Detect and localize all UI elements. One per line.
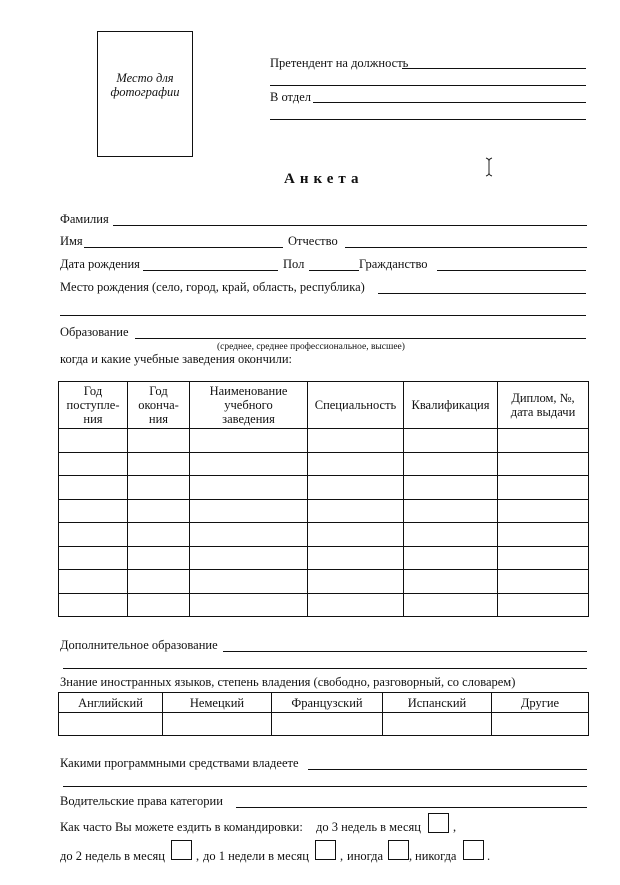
languages-table-row <box>59 713 589 736</box>
institution-cell[interactable] <box>190 570 308 594</box>
german-level-cell[interactable] <box>163 713 272 736</box>
specialty-cell[interactable] <box>308 523 404 547</box>
department-field[interactable] <box>313 102 586 103</box>
applicant-label: Претендент на должность <box>270 56 409 70</box>
department-label: В отдел <box>270 90 311 104</box>
qualification-cell[interactable] <box>404 523 498 547</box>
languages-table <box>58 692 589 736</box>
col-header-other: Другие <box>492 693 589 713</box>
languages-table-header <box>59 693 589 713</box>
qualification-cell[interactable] <box>404 593 498 617</box>
col-header-start-year: Год поступле- ния <box>59 382 128 429</box>
patronymic-field[interactable] <box>345 247 587 248</box>
institution-cell[interactable] <box>190 452 308 476</box>
comma-separator: , <box>453 820 457 834</box>
patronymic-label: Отчество <box>288 234 338 248</box>
citizenship-field[interactable] <box>437 270 586 271</box>
surname-field[interactable] <box>113 225 587 226</box>
applicant-field[interactable] <box>402 68 586 69</box>
checkbox-never[interactable] <box>463 840 484 860</box>
col-header-diploma: Диплом, №, дата выдачи <box>498 382 589 429</box>
other-level-cell[interactable] <box>492 713 589 736</box>
specialty-cell[interactable] <box>308 476 404 500</box>
photo-placeholder <box>97 31 193 157</box>
col-header-french: Французский <box>272 693 383 713</box>
end-year-cell[interactable] <box>128 476 190 500</box>
education-table <box>58 381 589 617</box>
department-field-line2[interactable] <box>270 119 586 120</box>
col-header-specialty: Специальность <box>308 382 404 429</box>
education-table-row <box>59 570 589 594</box>
additional-education-field[interactable] <box>223 651 587 652</box>
option-label-never: никогда <box>415 849 457 863</box>
option-label-2-weeks: до 2 недель в месяц <box>60 849 165 863</box>
end-year-cell[interactable] <box>128 429 190 453</box>
diploma-cell[interactable] <box>498 476 589 500</box>
education-table-row <box>59 593 589 617</box>
birth-date-label: Дата рождения <box>60 257 140 271</box>
institution-cell[interactable] <box>190 546 308 570</box>
education-table-row <box>59 429 589 453</box>
text-cursor-icon <box>484 157 494 177</box>
driver-license-label: Водительские права категории <box>60 794 223 808</box>
surname-label: Фамилия <box>60 212 109 226</box>
education-table-row <box>59 499 589 523</box>
education-label: Образование <box>60 325 129 339</box>
english-level-cell[interactable] <box>59 713 163 736</box>
diploma-cell[interactable] <box>498 570 589 594</box>
birthplace-label: Место рождения (село, город, край, область, республика) <box>60 280 365 294</box>
col-header-english: Английский <box>59 693 163 713</box>
option-label-sometimes: иногда <box>347 849 384 863</box>
checkbox-2-weeks[interactable] <box>171 840 192 860</box>
checkbox-1-week[interactable] <box>315 840 336 860</box>
institution-cell[interactable] <box>190 593 308 617</box>
specialty-cell[interactable] <box>308 593 404 617</box>
citizenship-label: Гражданство <box>359 257 428 271</box>
diploma-cell[interactable] <box>498 593 589 617</box>
page-title: Анкета <box>284 171 364 187</box>
photo-label-line2: фотографии <box>110 85 180 99</box>
start-year-cell[interactable] <box>59 546 128 570</box>
start-year-cell[interactable] <box>59 593 128 617</box>
institution-cell[interactable] <box>190 499 308 523</box>
institution-cell[interactable] <box>190 429 308 453</box>
qualification-cell[interactable] <box>404 452 498 476</box>
diploma-cell[interactable] <box>498 429 589 453</box>
col-header-qualification: Квалификация <box>404 382 498 429</box>
birthplace-field[interactable] <box>378 293 586 294</box>
qualification-cell[interactable] <box>404 429 498 453</box>
specialty-cell[interactable] <box>308 429 404 453</box>
education-table-row <box>59 523 589 547</box>
languages-label: Знание иностранных языков, степень владения (свободно, разговорный, со словарем) <box>60 675 516 689</box>
institution-cell[interactable] <box>190 476 308 500</box>
end-year-cell[interactable] <box>128 546 190 570</box>
col-header-institution: Наименование учебного заведения <box>190 382 308 429</box>
birthplace-field-line2[interactable] <box>60 315 586 316</box>
gender-label: Пол <box>283 257 305 271</box>
start-year-cell[interactable] <box>59 523 128 547</box>
specialty-cell[interactable] <box>308 570 404 594</box>
qualification-cell[interactable] <box>404 546 498 570</box>
birth-date-field[interactable] <box>143 270 278 271</box>
education-field[interactable] <box>135 338 586 339</box>
driver-license-field[interactable] <box>236 807 587 808</box>
qualification-cell[interactable] <box>404 476 498 500</box>
diploma-cell[interactable] <box>498 546 589 570</box>
french-level-cell[interactable] <box>272 713 383 736</box>
start-year-cell[interactable] <box>59 476 128 500</box>
name-label: Имя <box>60 234 83 248</box>
institutions-label: когда и какие учебные заведения окончили: <box>60 352 292 366</box>
comma-separator: , <box>409 849 413 863</box>
col-header-spanish: Испанский <box>383 693 492 713</box>
start-year-cell[interactable] <box>59 570 128 594</box>
checkbox-3-weeks[interactable] <box>428 813 449 833</box>
end-year-cell[interactable] <box>128 499 190 523</box>
gender-field[interactable] <box>309 270 359 271</box>
end-year-cell[interactable] <box>128 523 190 547</box>
diploma-cell[interactable] <box>498 499 589 523</box>
software-field-line2[interactable] <box>63 786 587 787</box>
photo-label-line1: Место для <box>116 71 174 85</box>
diploma-cell[interactable] <box>498 452 589 476</box>
specialty-cell[interactable] <box>308 546 404 570</box>
additional-education-label: Дополнительное образование <box>60 638 218 652</box>
comma-separator: , <box>340 849 344 863</box>
qualification-cell[interactable] <box>404 499 498 523</box>
additional-education-field-line2[interactable] <box>63 668 587 669</box>
end-year-cell[interactable] <box>128 570 190 594</box>
education-hint: (среднее, среднее профессиональное, высшее) <box>217 342 405 352</box>
institution-cell[interactable] <box>190 523 308 547</box>
education-table-row <box>59 546 589 570</box>
start-year-cell[interactable] <box>59 499 128 523</box>
spanish-level-cell[interactable] <box>383 713 492 736</box>
option-label-1-week: до 1 недели в месяц <box>203 849 309 863</box>
option-label-3-weeks: до 3 недель в месяц <box>316 820 421 834</box>
col-header-end-year: Год оконча- ния <box>128 382 190 429</box>
start-year-cell[interactable] <box>59 429 128 453</box>
software-label: Какими программными средствами владеете <box>60 756 299 770</box>
start-year-cell[interactable] <box>59 452 128 476</box>
col-header-german: Немецкий <box>163 693 272 713</box>
business-trips-question: Как часто Вы можете ездить в командировки: <box>60 820 303 834</box>
education-table-row <box>59 452 589 476</box>
qualification-cell[interactable] <box>404 570 498 594</box>
specialty-cell[interactable] <box>308 499 404 523</box>
end-year-cell[interactable] <box>128 593 190 617</box>
applicant-field-line2[interactable] <box>270 85 586 86</box>
education-table-header <box>59 382 589 429</box>
end-year-cell[interactable] <box>128 452 190 476</box>
software-field[interactable] <box>308 769 587 770</box>
comma-separator: , <box>196 849 200 863</box>
period-separator: . <box>487 849 491 863</box>
checkbox-sometimes[interactable] <box>388 840 409 860</box>
diploma-cell[interactable] <box>498 523 589 547</box>
name-field[interactable] <box>84 247 283 248</box>
education-table-row <box>59 476 589 500</box>
specialty-cell[interactable] <box>308 452 404 476</box>
